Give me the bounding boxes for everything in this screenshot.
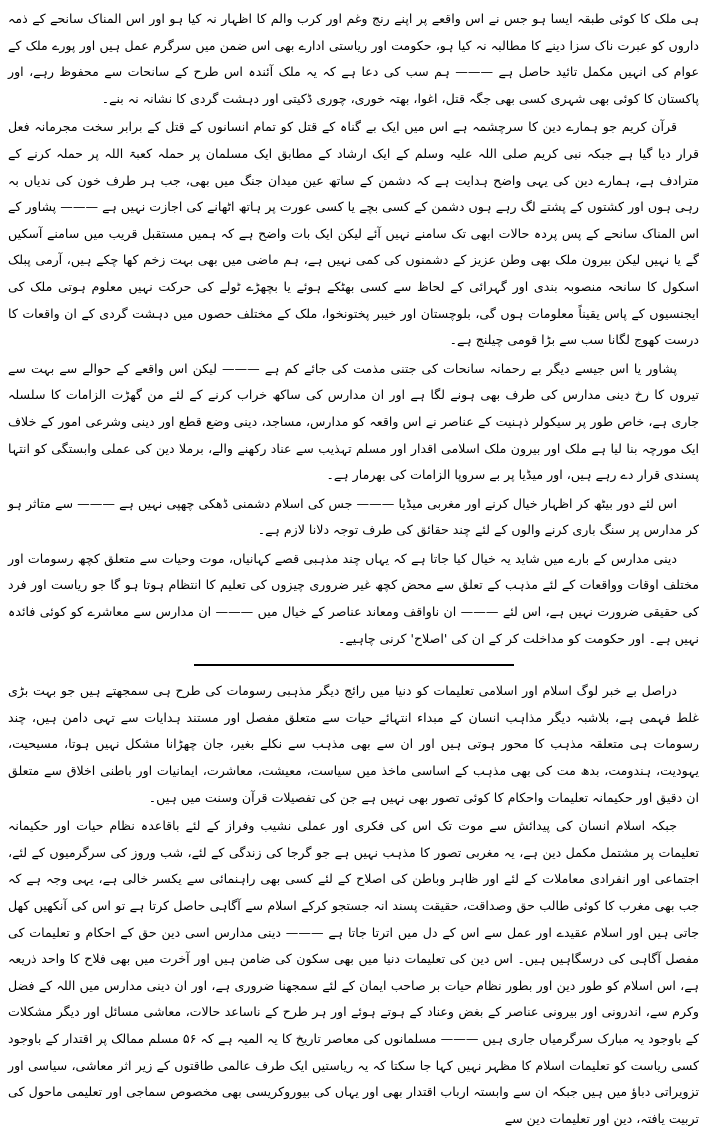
divider-rule [194, 664, 514, 666]
paragraph: جبکہ اسلام انسان کی پیدائش سے موت تک اس کی فکری اور عملی نشیب وفراز کے لئے باقاعدہ نظام حیات اور حکیمانہ تعلیمات پر مشتمل مکمل دین ہے، یہ مغربی تصور کا مذہب نہیں ہے جو گرجا کی زندگی کے لئے، شب وروز کی سرگرمیوں کے لئے، اجتماعی اور انفرادی معاملات کے لئے اور ظاہر وباطن کی اصلاح کے لئے کسی بھی راہنمائی سے یکسر خالی ہے، یہی وجہ ہے کہ جب بھی مغرب کا کوئی طالب حق وصداقت، حقیقت پسند انہ جستجو کرکے اسلام سے آگاہی حاصل کرتا ہے تو اس کی آنکھیں کھل جاتی ہیں اور اسلام عقیدے اور عمل سے اس کے دل میں اترتا جاتا ہے ——— دینی مدارس اسی دین حق کے احکام و تعلیمات کی مفصل آگاہی کی درسگاہیں ہیں۔ اس دین کی تعلیمات دنیا میں بھی سکون کی ضامن ہیں اور آخرت میں بھی فلاح کا واحد ذریعہ ہے، اس اسلام کو طور دین اور بطور نظام حیات بر صاحب ایمان کے لئے سمجھنا ضروری ہے، اور ان دینی مدارس میں اللہ کے فضل وکرم سے، اندرونی اور بیرونی عناصر کے بغض وعناد کے ہوتے ہوئے اور ہر طرح کے ناساعد حالات، معاشی مسائل اور دیگر مشکلات کے باوجود یہ مبارک سرگرمیاں جاری ہیں ——— مسلمانوں کی معاصر تاریخ کا یہ المیہ ہے کہ ۵۶ مسلم ممالک پر اقتدار کے باوجود کسی ریاست کو تعلیمات اسلام کا مظہر نہیں کہا جا سکتا کہ یہ ریاستیں ایک طرف عالمی طاقتوں کے زیر اثر معاشی، سیاسی اور تزویراتی دباؤ میں ہیں جبکہ ان سے وابستہ ارباب اقتدار بھی اور یہاں کی بیوروکریسی بھی مخصوص سماجی اور تعلیمی ماحول کی تربیت یافتہ، دین اور تعلیمات دین سے [8, 818, 699, 1126]
paragraph: ہی ملک کا کوئی طبقہ ایسا ہو جس نے اس واقعے پر اپنے رنج وغم اور کرب والم کا اظہار نہ کیا ہو اور اس المناک سانحے کے ذمہ داروں کو عبرت ناک سزا دینے کا مطالبہ نہ کیا ہو، حکومت اور ریاستی ادارے بھی اس ضمن میں سرگرم عمل ہیں اور پورے ملک کے عوام کی انہیں مکمل تائید حاصل ہے ——— ہم سب کی دعا ہے کہ یہ ملک آئندہ اس طرح کے سانحات سے محفوظ رہے، اور پاکستان کا کوئی بھی شہری کسی بھی جگہ قتل، اغوا، بھتہ خوری، چوری ڈکیتی اور دہشت گردی کا نشانہ نہ بنے۔ [8, 11, 699, 106]
section-divider [8, 652, 699, 678]
paragraph: دینی مدارس کے بارے میں شاید یہ خیال کیا جاتا ہے کہ یہاں چند مذہبی قصے کہانیاں، موت وحیات سے متعلق کچھ رسومات اور مختلف اوقات وواقعات کے لئے مذہب کے تعلق سے محض کچھ غیر ضروری چیزوں کی تعلیم کا انتظام ہوتا ہو گا جو ریاست اور فرد کی حقیقی ضرورت نہیں ہے، اس لئے ——— ان ناواقف ومعاند عناصر کے خیال میں ——— ان مدارس سے معاشرے کو کوئی فائدہ نہیں ہے۔ اور حکومت کو مداخلت کر کے ان کی 'اصلاح' کرنی چاہیے۔ [8, 550, 699, 646]
paragraph: قرآن کریم جو ہمارے دین کا سرچشمہ ہے اس میں ایک بے گناہ کے قتل کو تمام انسانوں کے قتل کے برابر سخت مجرمانہ فعل قرار دیا گیا ہے جبکہ نبی کریم صلی اللہ علیہ وسلم کے ایک ارشاد کے مطابق ایک مسلمان پر حملہ کعبۃ اللہ پر حملہ کرنے کے مترادف ہے، ہمارے دین کی یہی واضح ہدایت ہے کہ دشمن کے ساتھ عین میدان جنگ میں بھی، جب ہر طرف خون کی ندیاں بہ رہی ہوں اور کشتوں کے پشتے لگ رہے ہوں دشمن کے کسی بچے یا کسی عورت پر ہاتھ اٹھانے کی اجازت نہیں ہے ——— پشاور کے اس المناک سانحے کے پس پردہ حالات ابھی تک سامنے نہیں آئے لیکن ایک بات واضح ہے کہ ہمیں مستقبل قریب میں سامنے آسکیں گے یا نہیں لیکن بیرون ملک بھی وطن عزیز کے دشمنوں کی کمی نہیں ہے، ہم ماضی میں بھی بہت زخم کھا چکے ہیں، آرمی پبلک اسکول کا سانحہ منصوبہ بندی اور گہرائی کے لحاظ سے کسی بھٹکے ہوئے یا بچھڑے ٹولے کی حرکت نہیں معلوم ہوتی ملک کی ایجنسیوں کے پاس یقیناً معلومات ہوں گی، بلوچستان اور خیبر پختونخوا، ملک کے مختلف حصوں میں دہشت گردی کے ان واقعات کا درست کھوج لگانا سب سے بڑا قومی چیلنج ہے۔ [8, 119, 699, 348]
paragraph: پشاور یا اس جیسے دیگر بے رحمانہ سانحات کی جتنی مذمت کی جائے کم ہے ——— لیکن اس واقعے کے حوالے سے بہت سے تیروں کا رخ دینی مدارس کی طرف بھی ہونے لگا ہے اور ان مدارس کی ساکھ خراب کرنے کے لئے من گھڑت الزامات کا سلسلہ جاری ہے، خاص طور پر سیکولر ذہنیت کے عناصر نے اس واقعہ کو مدارس، مساجد، دینی وضع قطع اور دینی وشرعی امور کے خلاف ایک مورچہ بنا لیا ہے ملک اور بیرون ملک اسلامی اقدار اور مسلم تہذیب سے عناد رکھنے والے، برملا دین کی عملی وابستگی کو انتہا پسندی قرار دے رہے ہیں، اور میڈیا پر بے سروپا الزامات کی بھرمار ہے۔ [8, 360, 699, 483]
paragraph: اس لئے دور بیٹھ کر اظہار خیال کرنے اور مغربی میڈیا ——— جس کی اسلام دشمنی ڈھکی چھپی نہیں ہے ——— سے متاثر ہو کر مدارس پر سنگ باری کرنے والوں کے لئے چند حقائق کی طرف توجہ دلانا لازم ہے۔ [8, 495, 699, 538]
section-two [8, 678, 699, 1132]
paragraph: دراصل بے خبر لوگ اسلام اور اسلامی تعلیمات کو دنیا میں رائج دیگر مذہبی رسومات کی طرح ہی سمجھتے ہیں جو بہت بڑی غلط فہمی ہے، بلاشبہ دیگر مذاہب انسان کے مبداء انتہائے حیات سے متعلق مفصل اور مستند ہدایات سے تہی دامن ہیں، چند رسومات ہی متعلقہ مذہب کا محور ہوتی ہیں اور ان سے بھی مذہب سے نکلے بغیر، جان چھڑانا مشکل نہیں ہوتا، مسیحیت، یہودیت، ہندومت، بدھ مت کی بھی مذہب کے اساسی ماخذ میں سیاست، معیشت، معاشرت، ایمانیات اور باطنی اخلاق سے متعلق ان دقیق اور حکیمانہ تعلیمات واحکام کا کوئی تصور بھی نہیں ہے جن کی تفصیلات قرآن وسنت میں ہیں۔ [8, 683, 699, 805]
section-one [8, 6, 699, 652]
